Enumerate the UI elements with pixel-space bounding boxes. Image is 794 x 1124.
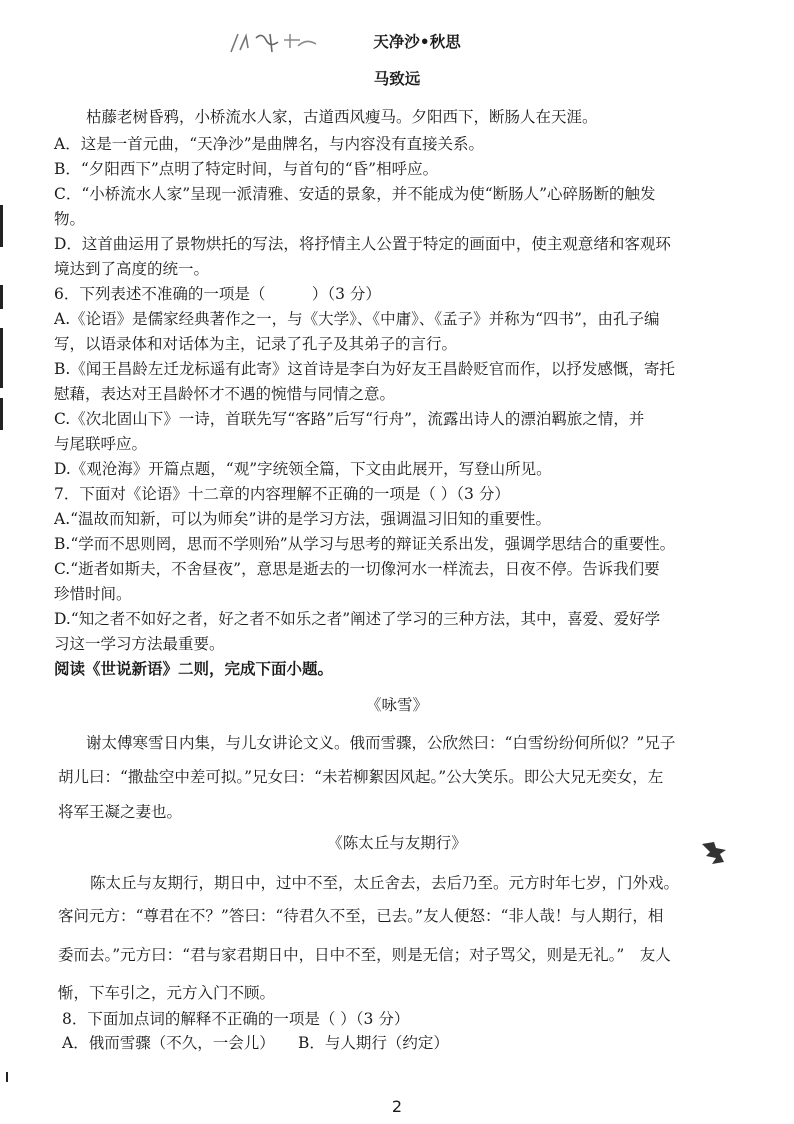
yongxue-line: 谢太傅寒雪日内集，与儿女讲论文义。俄而雪骤，公欣然曰：“白雪纷纷何所似？”兄子 (86, 734, 676, 752)
chentaiqiu-line: 委而去。”元方曰：“君与家君期日中，日中不至，则是无信；对子骂父，则是无礼。” 友人 (58, 946, 671, 964)
q7-line: D.“知之者不如好之者，好之者不如乐之者”阐述了学习的三种方法，其中，喜爱、爱好学 (54, 610, 661, 628)
reading-intro: 阅读《世说新语》二则，完成下面小题。 (54, 659, 334, 678)
scan-edge-mark (0, 285, 3, 309)
q8-options: A．俄而雪骤（不久，一会儿） B．与人期行（约定） (62, 1034, 449, 1052)
q7-line: A.“温故而知新，可以为师矣”讲的是学习方法，强调温习旧知的重要性。 (54, 510, 551, 528)
q7-line: C.“逝者如斯夫，不舍昼夜”，意思是逝去的一切像河水一样流去，日夜不停。告诉我们要 (54, 560, 660, 578)
q6-stem: 6．下列表述不准确的一项是（ ）（3 分） (54, 285, 381, 303)
q6-line: A.《论语》是儒家经典著作之一，与《大学》、《中庸》、《孟子》并称为“四书”，由孔子编 (54, 310, 660, 328)
q6-line: D.《观沧海》开篇点题，“观”字统领全篇，下文由此展开，写登山所见。 (54, 460, 552, 478)
chentaiqiu-line: 陈太丘与友期行，期日中，过中不至，太丘舍去，去后乃至。元方时年七岁，门外戏。 (90, 874, 680, 892)
scan-edge-mark (0, 205, 3, 247)
q7-line: 习这一学习方法最重要。 (54, 635, 225, 653)
q6-line: 与尾联呼应。 (54, 435, 148, 453)
q7-stem: 7．下面对《论语》十二章的内容理解不正确的一项是（ ）（3 分） (54, 485, 510, 503)
chentaiqiu-line: 惭，下车引之，元方入门不顾。 (58, 984, 276, 1002)
q5-option-cont: 境达到了高度的统一。 (54, 260, 210, 278)
q5-option: C．“小桥流水人家”呈现一派清雅、安适的景象，并不能成为使“断肠人”心碎肠断的触发 (54, 185, 656, 203)
yongxue-title: 《咏雪》 (365, 696, 428, 714)
page-number: 2 (391, 1097, 403, 1116)
q6-line: 写，以语录体和对话体为主，记录了孔子及其弟子的言行。 (54, 335, 458, 353)
q6-line: C.《次北固山下》一诗，首联先写“客路”后写“行舟”，流露出诗人的漂泊羁旅之情，并 (54, 410, 645, 428)
yongxue-line: 胡儿曰：“撒盐空中差可拟。”兄女曰：“未若柳絮因风起。”公大笑乐。即公大兄无奕女，左 (58, 768, 664, 786)
q5-option: D．这首曲运用了景物烘托的写法，将抒情主人公置于特定的画面中，使主观意绪和客观环 (54, 235, 671, 253)
scan-edge-mark (0, 398, 3, 430)
poem-author: 马致远 (373, 69, 421, 88)
q5-option-cont: 物。 (54, 210, 86, 228)
poem-title: 天净沙•秋思 (373, 32, 461, 51)
q6-line: B.《闻王昌龄左迁龙标遥有此寄》这首诗是李白为好友王昌龄贬官而作，以抒发感慨，寄托 (54, 360, 675, 378)
q8-stem: 8．下面加点词的解释不正确的一项是（ ）（3 分） (62, 1010, 410, 1028)
q7-line: 珍惜时间。 (54, 585, 132, 603)
chentaiqiu-line: 客问元方：“尊君在不？”答曰：“待君久不至，已去。”友人便怒：“非人哉！与人期行，相 (58, 907, 664, 925)
scan-edge-mark (0, 328, 3, 388)
scan-edge-mark (6, 1072, 8, 1082)
yongxue-line: 将军王凝之妻也。 (58, 803, 183, 821)
q6-line: 慰藉，表达对王昌龄怀才不遇的惋惜与同情之意。 (54, 385, 396, 403)
q7-line: B.“学而不思则罔，思而不学则殆”从学习与思考的辩证关系出发，强调学思结合的重要性。 (54, 535, 676, 553)
chentaiqiu-title: 《陈太丘与友期行》 (327, 834, 467, 852)
poem-text: 枯藤老树昏鸦，小桥流水人家，古道西风瘦马。夕阳西下，断肠人在天涯。 (86, 108, 598, 126)
q5-option: A．这是一首元曲，“天净沙”是曲牌名，与内容没有直接关系。 (54, 135, 485, 153)
q5-option: B．“夕阳西下”点明了特定时间，与首句的“昏”相呼应。 (54, 160, 439, 178)
